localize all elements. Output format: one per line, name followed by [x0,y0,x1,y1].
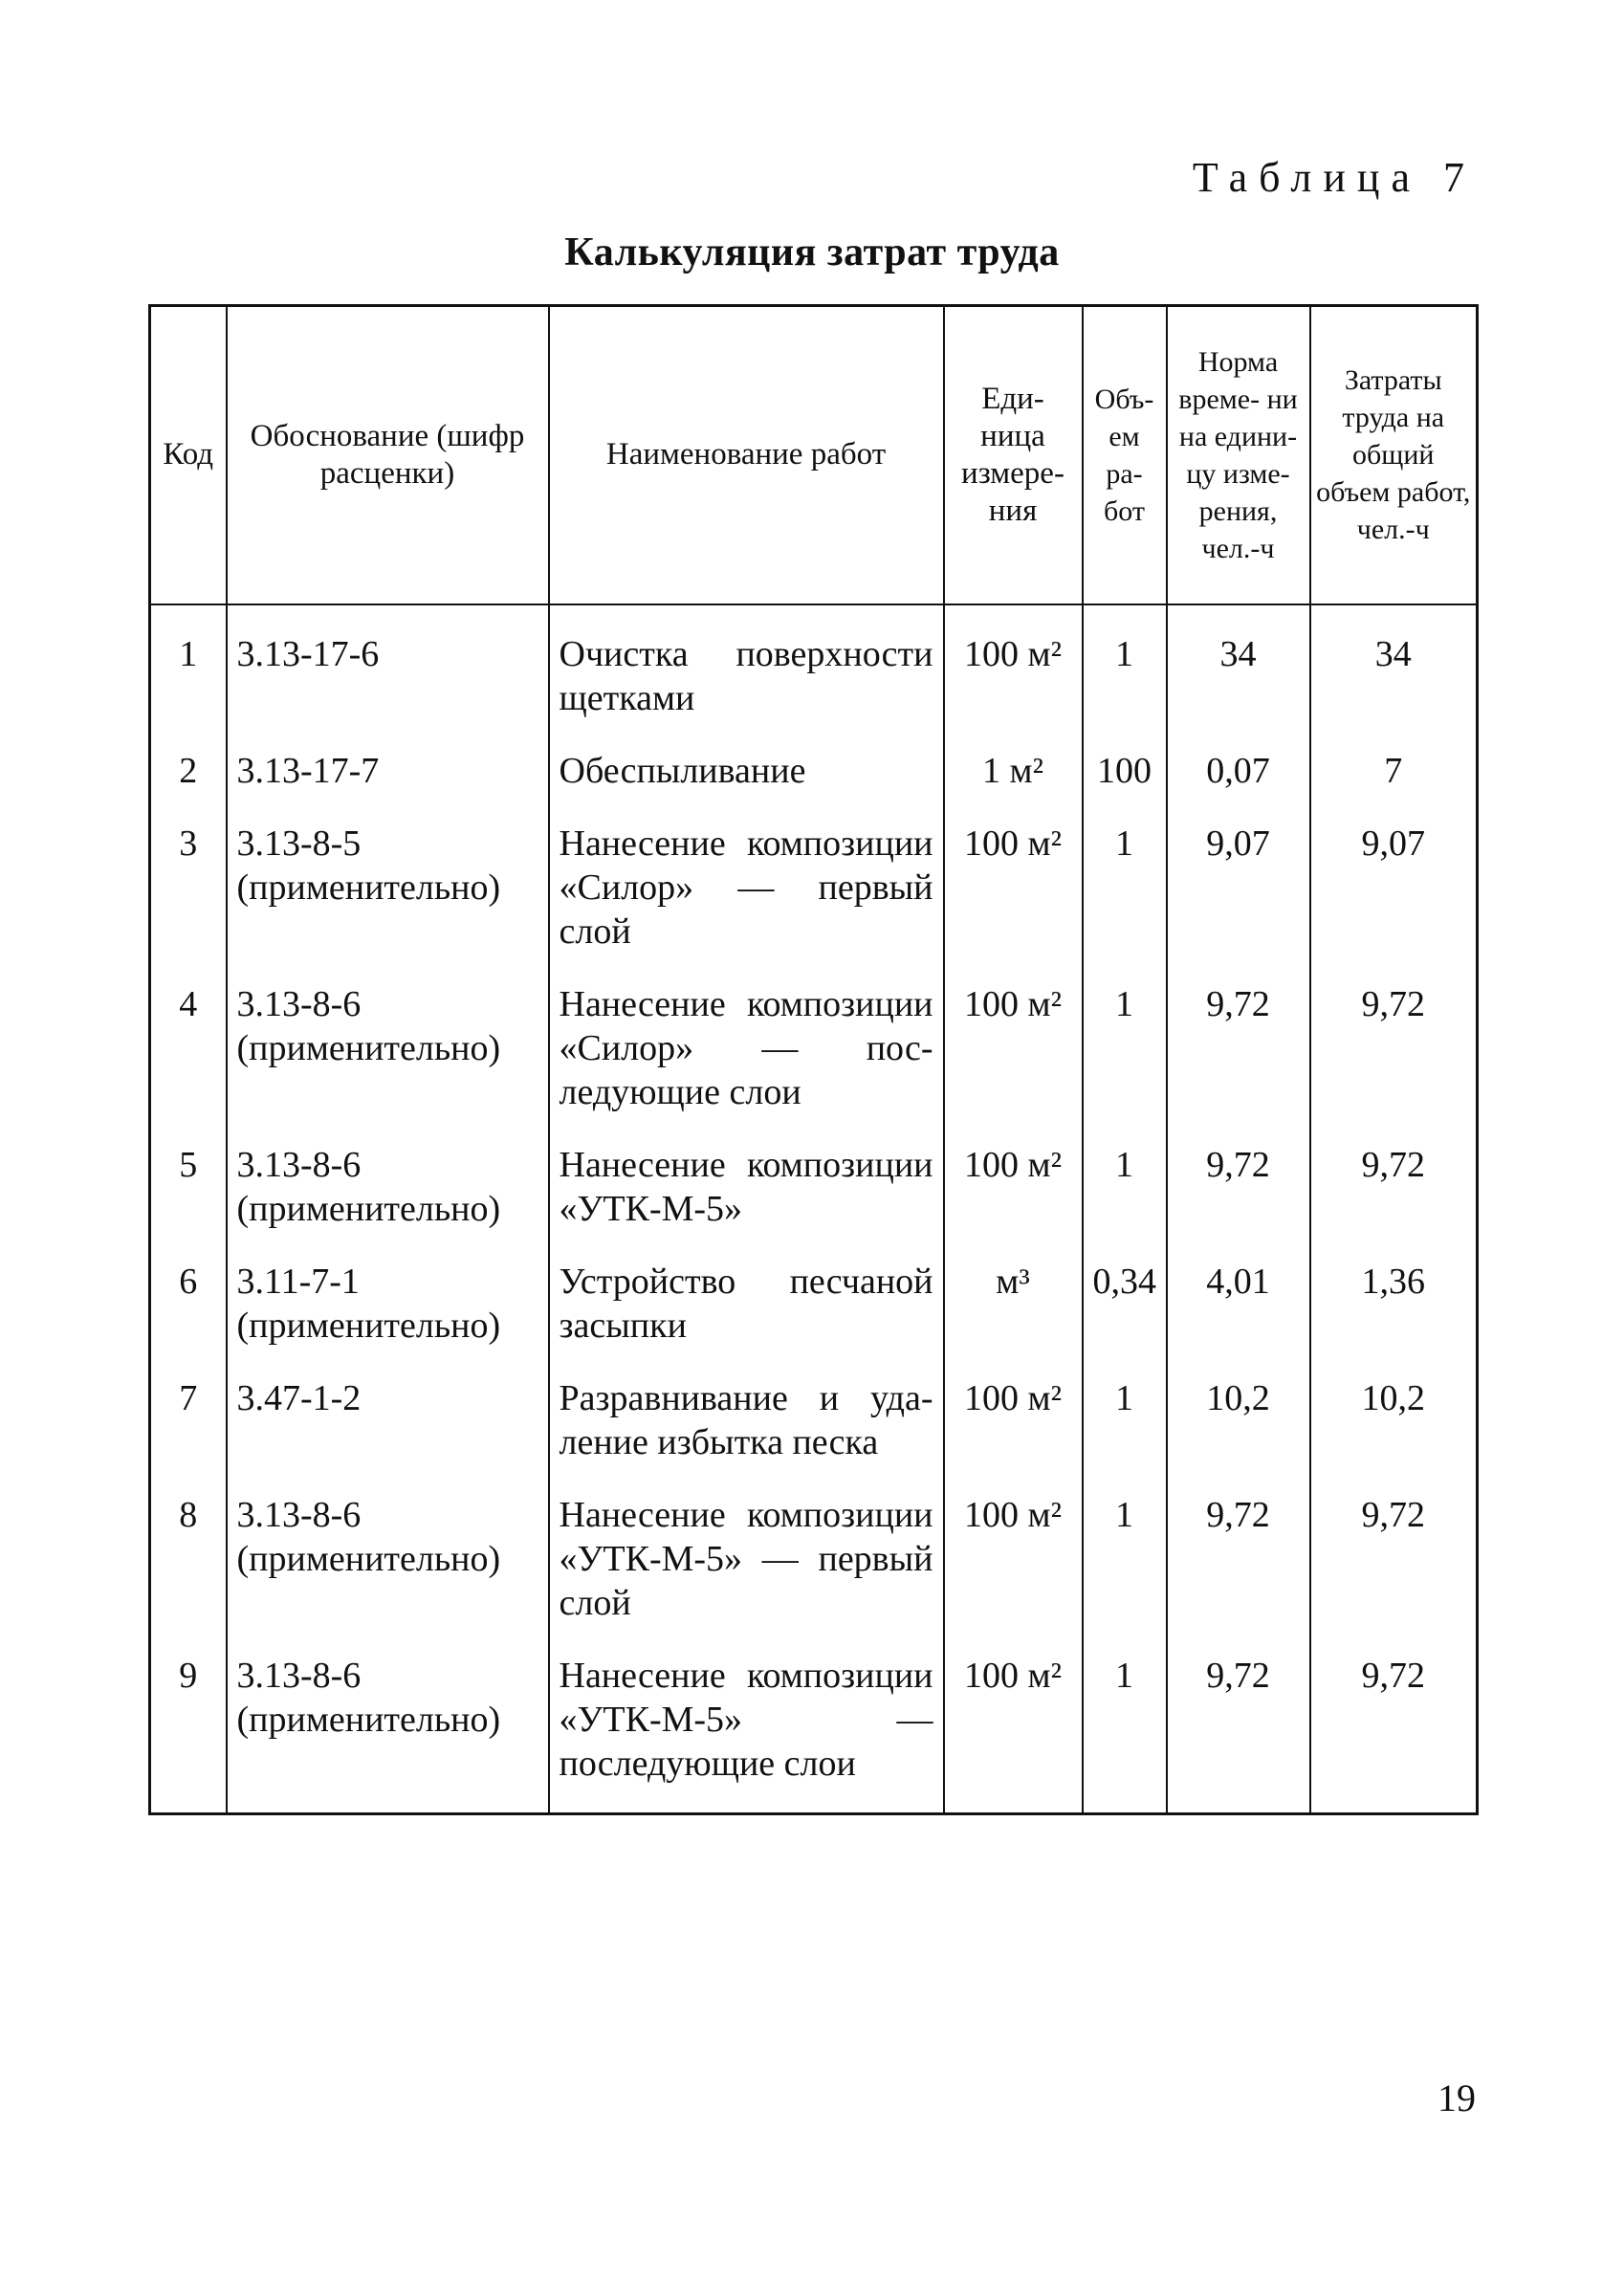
table-row [150,730,1478,802]
row-norm-cell: 9,72 [1167,963,1310,1124]
basis-line: 3.13-8-6 [236,1494,362,1535]
table-row [150,1124,1478,1240]
row-norm-cell: 9,72 [1167,1635,1310,1814]
row-name-cell: Устройство песчаной засыпки [549,1240,944,1357]
row-unit-cell: 100 м² [944,802,1083,963]
row-norm-cell: 9,72 [1167,1474,1310,1635]
row-total-cell: 1,36 [1310,1240,1478,1357]
basis-line: (применительно) [236,1027,501,1068]
table-row [150,963,1478,1124]
row-name-cell: Разравнивание и удаление избытка песка [549,1357,944,1474]
row-basis-cell [227,604,549,730]
row-volume-cell: 1 [1083,1124,1167,1240]
row-basis-cell [227,1635,549,1814]
table-row [150,604,1478,730]
row-basis-cell [227,802,549,963]
row-volume-cell: 1 [1083,963,1167,1124]
row-total-cell: 9,07 [1310,802,1478,963]
row-volume-cell: 1 [1083,1474,1167,1635]
row-unit-cell: 100 м² [944,1474,1083,1635]
row-total-cell: 9,72 [1310,1635,1478,1814]
row-code-cell: 7 [150,1357,227,1474]
row-unit-cell: 1 м² [944,730,1083,802]
basis-line: 3.47-1-2 [236,1377,362,1418]
header-total: Затраты труда на общий объем работ, чел.-ч [1310,306,1478,604]
row-total-cell: 9,72 [1310,963,1478,1124]
header-basis: Обоснование (шифр расценки) [227,306,549,604]
basis-line: (применительно) [236,1538,501,1579]
basis-line: (применительно) [236,867,501,908]
row-volume-cell: 1 [1083,1635,1167,1814]
row-code-cell: 3 [150,802,227,963]
header-norm: Норма време- ни на едини- цу изме- рения, чел.-ч [1167,306,1310,604]
row-total-cell: 10,2 [1310,1357,1478,1474]
row-name-cell: Очистка поверхности щетками [549,604,944,730]
row-name-cell: Нанесение композиции «УТК-М-5» — последующие слои [549,1635,944,1814]
row-volume-cell: 1 [1083,1357,1167,1474]
row-name-cell: Обеспыливание [549,730,944,802]
page-number: 19 [1437,2076,1476,2119]
header-unit: Еди- ница измере- ния [944,306,1083,604]
row-norm-cell: 9,72 [1167,1124,1310,1240]
header-code: Код [150,306,227,604]
basis-line: 3.13-8-6 [236,983,362,1024]
basis-line: 3.11-7-1 [236,1261,360,1302]
row-total-cell: 34 [1310,604,1478,730]
row-volume-cell: 1 [1083,604,1167,730]
row-name-cell: Нанесение композиции «УТК-М-5» [549,1124,944,1240]
row-basis-cell [227,730,549,802]
basis-line: 3.13-17-7 [236,750,380,791]
row-code-cell: 6 [150,1240,227,1357]
row-basis-cell [227,1357,549,1474]
row-basis-cell [227,963,549,1124]
basis-line: 3.13-8-6 [236,1655,362,1696]
row-volume-cell: 1 [1083,802,1167,963]
row-unit-cell: 100 м² [944,963,1083,1124]
row-total-cell: 9,72 [1310,1474,1478,1635]
row-code-cell: 9 [150,1635,227,1814]
table-header [150,306,1478,604]
basis-line: 3.13-8-5 [236,823,362,864]
header-volume: Объ- ем ра- бот [1083,306,1167,604]
basis-line: (применительно) [236,1188,501,1229]
row-norm-cell: 0,07 [1167,730,1310,802]
row-basis-cell [227,1474,549,1635]
row-total-cell: 7 [1310,730,1478,802]
row-unit-cell: 100 м² [944,1635,1083,1814]
table-label: Таблица 7 [1192,154,1476,201]
row-total-cell: 9,72 [1310,1124,1478,1240]
basis-line: (применительно) [236,1699,501,1740]
row-code-cell: 4 [150,963,227,1124]
row-volume-cell: 0,34 [1083,1240,1167,1357]
row-name-cell: Нанесение композиции «УТК-М-5» — первый слой [549,1474,944,1635]
row-code-cell: 1 [150,604,227,730]
row-code-cell: 8 [150,1474,227,1635]
table-row [150,1474,1478,1635]
row-unit-cell: 100 м² [944,1124,1083,1240]
row-norm-cell: 4,01 [1167,1240,1310,1357]
basis-line: (применительно) [236,1305,501,1346]
table-row [150,1240,1478,1357]
row-unit-cell: м³ [944,1240,1083,1357]
row-volume-cell: 100 [1083,730,1167,802]
row-norm-cell: 10,2 [1167,1357,1310,1474]
row-code-cell: 5 [150,1124,227,1240]
basis-line: 3.13-8-6 [236,1144,362,1185]
basis-line: 3.13-17-6 [236,633,380,674]
row-unit-cell: 100 м² [944,604,1083,730]
row-norm-cell: 34 [1167,604,1310,730]
row-basis-cell [227,1240,549,1357]
row-unit-cell: 100 м² [944,1357,1083,1474]
row-name-cell: Нанесение композиции «Силор» — первый слой [549,802,944,963]
header-row [150,306,1478,604]
row-code-cell: 2 [150,730,227,802]
table-row [150,1635,1478,1814]
header-name: Наименование работ [549,306,944,604]
row-basis-cell [227,1124,549,1240]
labor-cost-table [148,304,1479,1815]
row-name-cell: Нанесение композиции «Силор» — последующие слои [549,963,944,1124]
document-title: Калькуляция затрат труда [564,230,1060,274]
table-body [150,604,1478,1814]
row-norm-cell: 9,07 [1167,802,1310,963]
table-row [150,802,1478,963]
table-row [150,1357,1478,1474]
